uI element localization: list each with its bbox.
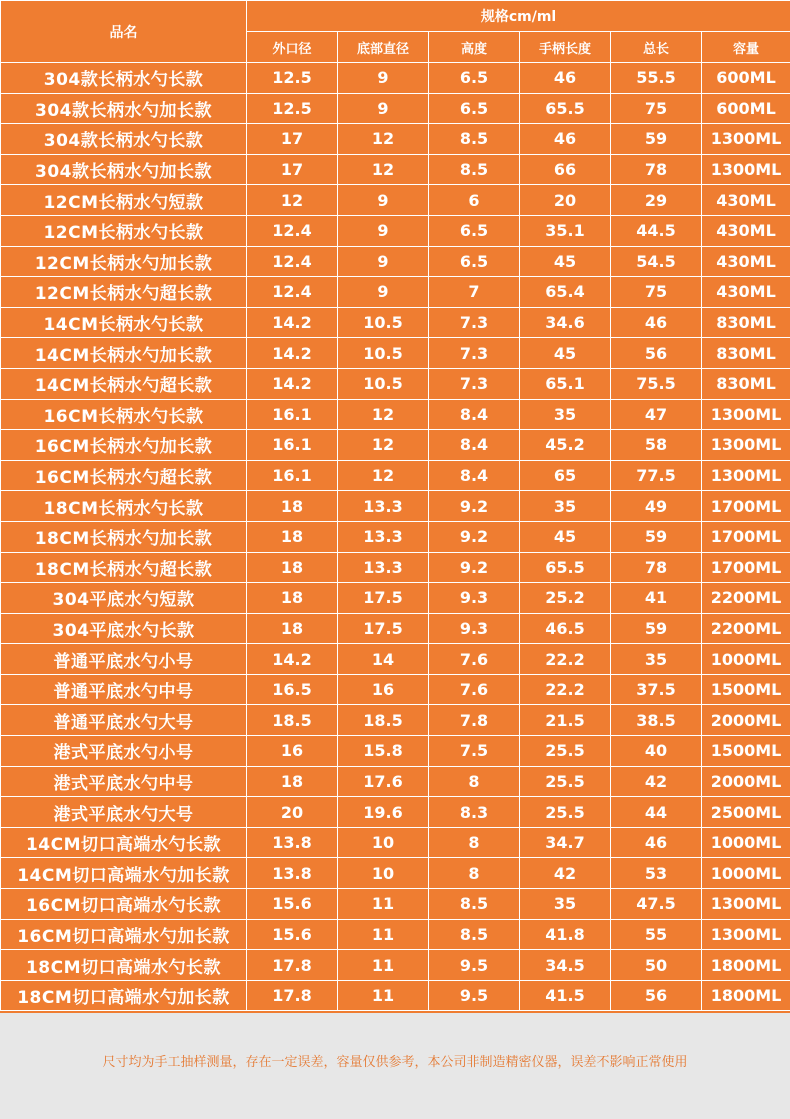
handle-length-cell: 42 (520, 858, 611, 889)
product-name-cell: 14CM切口高端水勺长款 (1, 827, 247, 858)
table-row (1, 93, 790, 124)
capacity-cell: 2200ML (702, 583, 790, 614)
product-name-cell: 18CM切口高端水勺加长款 (1, 980, 247, 1011)
height-cell: 9.2 (429, 552, 520, 583)
product-name-cell: 304平底水勺长款 (1, 613, 247, 644)
total-length-cell: 58 (611, 430, 702, 461)
bottom-diameter-cell: 10.5 (338, 307, 429, 338)
product-name-cell: 12CM长柄水勺短款 (1, 185, 247, 216)
outer-diameter-cell: 15.6 (247, 919, 338, 950)
table-row (1, 674, 790, 705)
handle-length-cell: 25.2 (520, 583, 611, 614)
handle-length-cell: 25.5 (520, 736, 611, 767)
product-name-cell: 港式平底水勺小号 (1, 736, 247, 767)
total-length-cell: 47 (611, 399, 702, 430)
capacity-cell: 1800ML (702, 950, 790, 981)
product-name-cell: 14CM切口高端水勺加长款 (1, 858, 247, 889)
height-cell: 7.3 (429, 307, 520, 338)
table-row (1, 491, 790, 522)
capacity-cell: 1300ML (702, 889, 790, 920)
product-name-cell: 14CM长柄水勺超长款 (1, 368, 247, 399)
capacity-cell: 600ML (702, 63, 790, 94)
height-cell: 8 (429, 858, 520, 889)
capacity-cell: 2000ML (702, 705, 790, 736)
col-header-capacity: 容量 (702, 32, 790, 63)
bottom-diameter-cell: 15.8 (338, 736, 429, 767)
total-length-cell: 53 (611, 858, 702, 889)
product-name-cell: 普通平底水勺中号 (1, 674, 247, 705)
bottom-diameter-cell: 9 (338, 63, 429, 94)
table-row (1, 185, 790, 216)
total-length-cell: 35 (611, 644, 702, 675)
total-length-cell: 56 (611, 980, 702, 1011)
table-row (1, 736, 790, 767)
height-cell: 6.5 (429, 93, 520, 124)
bottom-diameter-cell: 9 (338, 277, 429, 308)
capacity-cell: 1500ML (702, 674, 790, 705)
table-row (1, 246, 790, 277)
table-row (1, 980, 790, 1011)
bottom-diameter-cell: 12 (338, 460, 429, 491)
capacity-cell: 1000ML (702, 644, 790, 675)
product-name-cell: 18CM长柄水勺长款 (1, 491, 247, 522)
total-length-cell: 29 (611, 185, 702, 216)
bottom-diameter-cell: 14 (338, 644, 429, 675)
capacity-cell: 2500ML (702, 797, 790, 828)
total-length-cell: 75.5 (611, 368, 702, 399)
handle-length-cell: 45 (520, 338, 611, 369)
handle-length-cell: 25.5 (520, 766, 611, 797)
bottom-diameter-cell: 9 (338, 215, 429, 246)
handle-length-cell: 35 (520, 399, 611, 430)
handle-length-cell: 45 (520, 246, 611, 277)
capacity-cell: 1300ML (702, 430, 790, 461)
bottom-diameter-cell: 11 (338, 919, 429, 950)
height-cell: 7.3 (429, 338, 520, 369)
product-name-cell: 14CM长柄水勺加长款 (1, 338, 247, 369)
table-row (1, 552, 790, 583)
header-row-1 (1, 1, 790, 32)
handle-length-cell: 65.5 (520, 552, 611, 583)
bottom-diameter-cell: 9 (338, 246, 429, 277)
outer-diameter-cell: 16.1 (247, 460, 338, 491)
outer-diameter-cell: 18 (247, 583, 338, 614)
capacity-cell: 1500ML (702, 736, 790, 767)
outer-diameter-cell: 20 (247, 797, 338, 828)
outer-diameter-cell: 13.8 (247, 858, 338, 889)
handle-length-cell: 65 (520, 460, 611, 491)
total-length-cell: 77.5 (611, 460, 702, 491)
col-header-outer-diameter: 外口径 (247, 32, 338, 63)
table-row (1, 858, 790, 889)
outer-diameter-cell: 18 (247, 552, 338, 583)
product-name-cell: 18CM切口高端水勺长款 (1, 950, 247, 981)
capacity-cell: 2000ML (702, 766, 790, 797)
product-name-cell: 304款长柄水勺加长款 (1, 154, 247, 185)
table-row (1, 919, 790, 950)
capacity-cell: 830ML (702, 368, 790, 399)
total-length-cell: 46 (611, 827, 702, 858)
capacity-cell: 1800ML (702, 980, 790, 1011)
outer-diameter-cell: 16.1 (247, 430, 338, 461)
product-name-cell: 16CM长柄水勺超长款 (1, 460, 247, 491)
handle-length-cell: 65.1 (520, 368, 611, 399)
col-header-bottom-diameter: 底部直径 (338, 32, 429, 63)
bottom-diameter-cell: 17.5 (338, 583, 429, 614)
bottom-diameter-cell: 10.5 (338, 338, 429, 369)
handle-length-cell: 34.6 (520, 307, 611, 338)
total-length-cell: 47.5 (611, 889, 702, 920)
table-row (1, 154, 790, 185)
bottom-diameter-cell: 10 (338, 858, 429, 889)
product-name-cell: 18CM长柄水勺超长款 (1, 552, 247, 583)
col-header-total-length: 总长 (611, 32, 702, 63)
height-cell: 7.6 (429, 644, 520, 675)
capacity-cell: 430ML (702, 246, 790, 277)
capacity-cell: 1300ML (702, 399, 790, 430)
product-name-cell: 16CM长柄水勺加长款 (1, 430, 247, 461)
outer-diameter-cell: 16 (247, 736, 338, 767)
height-cell: 8.5 (429, 124, 520, 155)
handle-length-cell: 34.7 (520, 827, 611, 858)
total-length-cell: 41 (611, 583, 702, 614)
outer-diameter-cell: 12 (247, 185, 338, 216)
height-cell: 8.4 (429, 430, 520, 461)
table-row (1, 583, 790, 614)
outer-diameter-cell: 16.1 (247, 399, 338, 430)
table-row (1, 644, 790, 675)
handle-length-cell: 45 (520, 521, 611, 552)
total-length-cell: 54.5 (611, 246, 702, 277)
product-name-cell: 港式平底水勺大号 (1, 797, 247, 828)
outer-diameter-cell: 18 (247, 491, 338, 522)
capacity-cell: 1700ML (702, 521, 790, 552)
height-cell: 8.5 (429, 919, 520, 950)
table-row (1, 705, 790, 736)
total-length-cell: 44 (611, 797, 702, 828)
table-row (1, 521, 790, 552)
bottom-diameter-cell: 9 (338, 185, 429, 216)
outer-diameter-cell: 14.2 (247, 338, 338, 369)
product-name-cell: 港式平底水勺中号 (1, 766, 247, 797)
capacity-cell: 430ML (702, 277, 790, 308)
outer-diameter-cell: 18 (247, 766, 338, 797)
col-header-height: 高度 (429, 32, 520, 63)
outer-diameter-cell: 14.2 (247, 368, 338, 399)
handle-length-cell: 35 (520, 889, 611, 920)
total-length-cell: 37.5 (611, 674, 702, 705)
product-name-cell: 12CM长柄水勺超长款 (1, 277, 247, 308)
handle-length-cell: 22.2 (520, 674, 611, 705)
height-cell: 8 (429, 766, 520, 797)
table-row (1, 368, 790, 399)
bottom-diameter-cell: 12 (338, 399, 429, 430)
outer-diameter-cell: 12.5 (247, 63, 338, 94)
product-name-cell: 16CM切口高端水勺加长款 (1, 919, 247, 950)
handle-length-cell: 35.1 (520, 215, 611, 246)
table-row (1, 63, 790, 94)
total-length-cell: 40 (611, 736, 702, 767)
product-name-cell: 14CM长柄水勺长款 (1, 307, 247, 338)
footer (0, 1013, 790, 1119)
table-body (1, 63, 790, 1011)
height-cell: 9.3 (429, 613, 520, 644)
table-row (1, 399, 790, 430)
product-name-cell: 16CM长柄水勺长款 (1, 399, 247, 430)
outer-diameter-cell: 16.5 (247, 674, 338, 705)
table-row (1, 338, 790, 369)
total-length-cell: 59 (611, 521, 702, 552)
table-row (1, 797, 790, 828)
bottom-diameter-cell: 13.3 (338, 491, 429, 522)
total-length-cell: 55.5 (611, 63, 702, 94)
col-header-handle-length: 手柄长度 (520, 32, 611, 63)
spec-group-header: 规格cm/ml (247, 1, 790, 32)
height-cell: 7.8 (429, 705, 520, 736)
height-cell: 6.5 (429, 215, 520, 246)
total-length-cell: 78 (611, 154, 702, 185)
product-name-cell: 16CM切口高端水勺长款 (1, 889, 247, 920)
table-row (1, 827, 790, 858)
capacity-cell: 600ML (702, 93, 790, 124)
product-name-cell: 304平底水勺短款 (1, 583, 247, 614)
handle-length-cell: 41.5 (520, 980, 611, 1011)
outer-diameter-cell: 14.2 (247, 644, 338, 675)
outer-diameter-cell: 18.5 (247, 705, 338, 736)
handle-length-cell: 45.2 (520, 430, 611, 461)
height-cell: 8.5 (429, 889, 520, 920)
height-cell: 8.3 (429, 797, 520, 828)
outer-diameter-cell: 12.4 (247, 215, 338, 246)
height-cell: 8.5 (429, 154, 520, 185)
bottom-diameter-cell: 11 (338, 950, 429, 981)
total-length-cell: 59 (611, 613, 702, 644)
capacity-cell: 830ML (702, 307, 790, 338)
product-name-header: 品名 (1, 1, 247, 63)
disclaimer-note: 尺寸均为手工抽样测量，存在一定误差，容量仅供参考，本公司非制造精密仪器，误差不影响正常使用 (102, 1055, 688, 1070)
height-cell: 6.5 (429, 63, 520, 94)
handle-length-cell: 41.8 (520, 919, 611, 950)
height-cell: 8 (429, 827, 520, 858)
capacity-cell: 430ML (702, 215, 790, 246)
handle-length-cell: 46 (520, 124, 611, 155)
table-row (1, 889, 790, 920)
handle-length-cell: 65.5 (520, 93, 611, 124)
bottom-diameter-cell: 12 (338, 430, 429, 461)
total-length-cell: 75 (611, 277, 702, 308)
total-length-cell: 49 (611, 491, 702, 522)
height-cell: 9.2 (429, 491, 520, 522)
table-row (1, 215, 790, 246)
height-cell: 7.5 (429, 736, 520, 767)
bottom-diameter-cell: 16 (338, 674, 429, 705)
bottom-diameter-cell: 13.3 (338, 521, 429, 552)
total-length-cell: 44.5 (611, 215, 702, 246)
table-row (1, 307, 790, 338)
height-cell: 8.4 (429, 399, 520, 430)
table-row (1, 950, 790, 981)
height-cell: 9.5 (429, 950, 520, 981)
table-row (1, 124, 790, 155)
table-row (1, 460, 790, 491)
handle-length-cell: 46.5 (520, 613, 611, 644)
capacity-cell: 1700ML (702, 491, 790, 522)
total-length-cell: 59 (611, 124, 702, 155)
outer-diameter-cell: 17 (247, 124, 338, 155)
outer-diameter-cell: 17.8 (247, 980, 338, 1011)
bottom-diameter-cell: 11 (338, 889, 429, 920)
product-name-cell: 12CM长柄水勺长款 (1, 215, 247, 246)
product-name-cell: 304款长柄水勺加长款 (1, 93, 247, 124)
bottom-diameter-cell: 10.5 (338, 368, 429, 399)
table-row (1, 277, 790, 308)
outer-diameter-cell: 12.4 (247, 277, 338, 308)
handle-length-cell: 35 (520, 491, 611, 522)
bottom-diameter-cell: 19.6 (338, 797, 429, 828)
capacity-cell: 2200ML (702, 613, 790, 644)
outer-diameter-cell: 13.8 (247, 827, 338, 858)
capacity-cell: 430ML (702, 185, 790, 216)
total-length-cell: 38.5 (611, 705, 702, 736)
handle-length-cell: 25.5 (520, 797, 611, 828)
capacity-cell: 1700ML (702, 552, 790, 583)
handle-length-cell: 66 (520, 154, 611, 185)
capacity-cell: 1300ML (702, 124, 790, 155)
height-cell: 7 (429, 277, 520, 308)
table-row (1, 766, 790, 797)
outer-diameter-cell: 14.2 (247, 307, 338, 338)
product-name-cell: 304款长柄水勺长款 (1, 63, 247, 94)
product-name-cell: 304款长柄水勺长款 (1, 124, 247, 155)
bottom-diameter-cell: 17.5 (338, 613, 429, 644)
bottom-diameter-cell: 17.6 (338, 766, 429, 797)
total-length-cell: 75 (611, 93, 702, 124)
capacity-cell: 1300ML (702, 460, 790, 491)
handle-length-cell: 22.2 (520, 644, 611, 675)
height-cell: 6.5 (429, 246, 520, 277)
bottom-diameter-cell: 13.3 (338, 552, 429, 583)
capacity-cell: 1300ML (702, 154, 790, 185)
outer-diameter-cell: 18 (247, 521, 338, 552)
height-cell: 9.5 (429, 980, 520, 1011)
outer-diameter-cell: 12.5 (247, 93, 338, 124)
bottom-diameter-cell: 10 (338, 827, 429, 858)
capacity-cell: 1000ML (702, 827, 790, 858)
product-name-cell: 普通平底水勺大号 (1, 705, 247, 736)
table-row (1, 613, 790, 644)
total-length-cell: 78 (611, 552, 702, 583)
height-cell: 7.6 (429, 674, 520, 705)
outer-diameter-cell: 17.8 (247, 950, 338, 981)
capacity-cell: 1300ML (702, 919, 790, 950)
capacity-cell: 830ML (702, 338, 790, 369)
height-cell: 6 (429, 185, 520, 216)
product-name-cell: 普通平底水勺小号 (1, 644, 247, 675)
bottom-diameter-cell: 9 (338, 93, 429, 124)
height-cell: 8.4 (429, 460, 520, 491)
height-cell: 9.2 (429, 521, 520, 552)
height-cell: 9.3 (429, 583, 520, 614)
handle-length-cell: 20 (520, 185, 611, 216)
bottom-diameter-cell: 11 (338, 980, 429, 1011)
bottom-diameter-cell: 12 (338, 154, 429, 185)
total-length-cell: 56 (611, 338, 702, 369)
outer-diameter-cell: 12.4 (247, 246, 338, 277)
outer-diameter-cell: 17 (247, 154, 338, 185)
total-length-cell: 50 (611, 950, 702, 981)
total-length-cell: 55 (611, 919, 702, 950)
product-name-cell: 18CM长柄水勺加长款 (1, 521, 247, 552)
total-length-cell: 46 (611, 307, 702, 338)
product-name-cell: 12CM长柄水勺加长款 (1, 246, 247, 277)
total-length-cell: 42 (611, 766, 702, 797)
handle-length-cell: 21.5 (520, 705, 611, 736)
height-cell: 7.3 (429, 368, 520, 399)
table-row (1, 430, 790, 461)
bottom-diameter-cell: 12 (338, 124, 429, 155)
bottom-diameter-cell: 18.5 (338, 705, 429, 736)
handle-length-cell: 34.5 (520, 950, 611, 981)
handle-length-cell: 46 (520, 63, 611, 94)
outer-diameter-cell: 18 (247, 613, 338, 644)
outer-diameter-cell: 15.6 (247, 889, 338, 920)
capacity-cell: 1000ML (702, 858, 790, 889)
handle-length-cell: 65.4 (520, 277, 611, 308)
